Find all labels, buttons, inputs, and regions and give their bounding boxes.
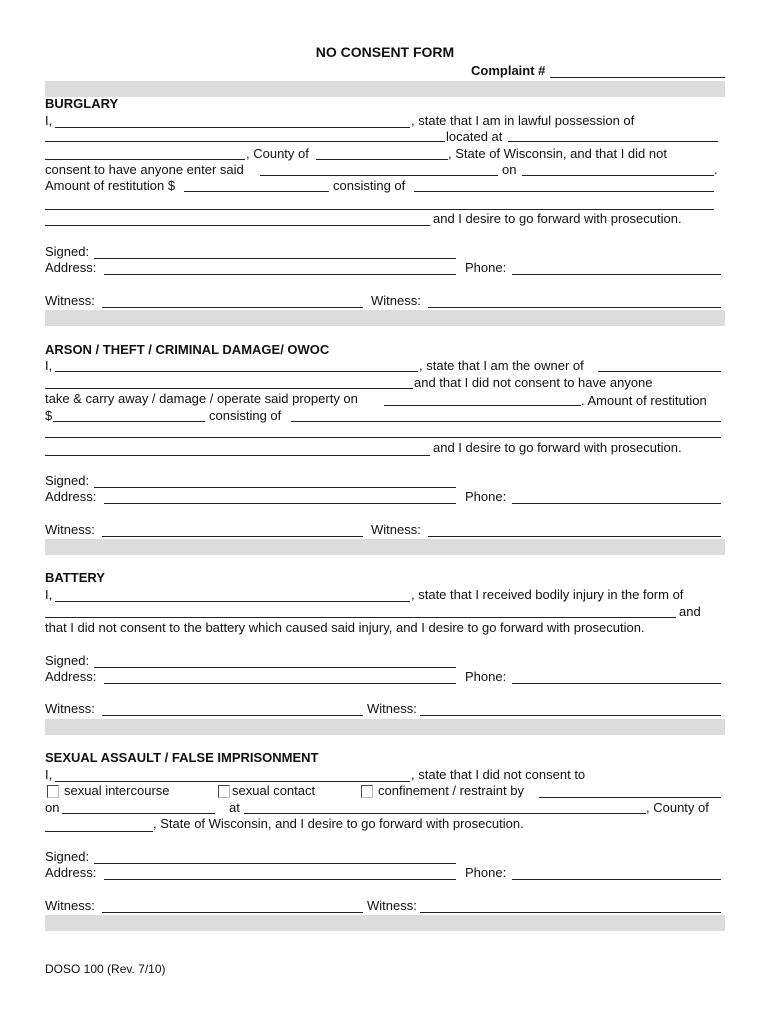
sexual-signed-label: Signed: bbox=[45, 849, 90, 864]
section-divider bbox=[45, 719, 725, 735]
burglary-signed-label: Signed: bbox=[45, 244, 90, 259]
sexual-witness1-field[interactable] bbox=[102, 912, 363, 913]
arson-restitution-field[interactable] bbox=[53, 421, 205, 422]
arson-restitution-label: . Amount of restitution bbox=[581, 393, 707, 408]
arson-address-input[interactable] bbox=[104, 503, 456, 504]
arson-witness2-field[interactable] bbox=[428, 536, 721, 537]
sexual-contact-label: sexual contact bbox=[232, 783, 316, 798]
arson-signature-field[interactable] bbox=[94, 487, 456, 488]
burglary-period: . bbox=[714, 162, 718, 177]
form-title: NO CONSENT FORM bbox=[315, 44, 455, 60]
sexual-address-label: Address: bbox=[45, 865, 97, 880]
section-divider bbox=[45, 539, 725, 555]
arson-heading: ARSON / THEFT / CRIMINAL DAMAGE/ OWOC bbox=[45, 342, 330, 357]
sexual-intercourse-label: sexual intercourse bbox=[64, 783, 170, 798]
sexual-witness2-field[interactable] bbox=[420, 912, 721, 913]
burglary-details-line[interactable] bbox=[45, 209, 714, 210]
burglary-heading: BURGLARY bbox=[45, 96, 119, 111]
arson-i-label: I, bbox=[45, 358, 53, 373]
arson-property-field[interactable] bbox=[598, 371, 721, 372]
burglary-witness1-field[interactable] bbox=[102, 307, 363, 308]
form-revision-footer: DOSO 100 (Rev. 7/10) bbox=[45, 962, 166, 976]
arson-go-forward: and I desire to go forward with prosecution. bbox=[433, 440, 682, 455]
burglary-county-field[interactable] bbox=[316, 159, 448, 160]
arson-witness2-label: Witness: bbox=[371, 522, 421, 537]
burglary-consisting-of: consisting of bbox=[333, 178, 406, 193]
sexual-restraint-by-field[interactable] bbox=[539, 797, 721, 798]
burglary-i-label: I, bbox=[45, 113, 53, 128]
sexual-witness1-label: Witness: bbox=[45, 898, 95, 913]
burglary-signature-field[interactable] bbox=[94, 258, 456, 259]
confinement-label: confinement / restraint by bbox=[378, 783, 524, 798]
sexual-witness2-label: Witness: bbox=[367, 898, 417, 913]
burglary-on-label: on bbox=[502, 162, 517, 177]
burglary-state-possession: , state that I am in lawful possession of bbox=[411, 113, 635, 128]
sexual-contact-checkbox[interactable] bbox=[218, 785, 230, 798]
arson-consisting-of: consisting of bbox=[209, 408, 282, 423]
complaint-label: Complaint # bbox=[471, 63, 546, 78]
burglary-state-wi: , State of Wisconsin, and that I did not bbox=[448, 146, 667, 161]
battery-injury-field[interactable] bbox=[45, 617, 676, 618]
burglary-consent-enter: consent to have anyone enter said bbox=[45, 162, 244, 177]
arson-witness1-label: Witness: bbox=[45, 522, 95, 537]
confinement-checkbox[interactable] bbox=[361, 785, 373, 798]
burglary-details-line-2[interactable] bbox=[45, 225, 430, 226]
battery-witness1-field[interactable] bbox=[102, 715, 363, 716]
complaint-number-field[interactable] bbox=[550, 77, 725, 78]
burglary-property-field[interactable] bbox=[45, 141, 445, 142]
battery-witness1-label: Witness: bbox=[45, 701, 95, 716]
battery-signature-field[interactable] bbox=[94, 667, 456, 668]
sexual-phone-field[interactable] bbox=[512, 879, 721, 880]
arson-phone-label: Phone: bbox=[465, 489, 507, 504]
battery-did-not-consent: that I did not consent to the battery which caused said injury, and I desire to go forward with prosecution. bbox=[45, 620, 645, 635]
burglary-phone-field[interactable] bbox=[512, 274, 721, 275]
burglary-witness2-label: Witness: bbox=[371, 293, 421, 308]
arson-take-carry: take & carry away / damage / operate said property on bbox=[45, 391, 358, 406]
battery-phone-label: Phone: bbox=[465, 669, 507, 684]
burglary-consisting-field[interactable] bbox=[414, 191, 714, 192]
battery-signed-label: Signed: bbox=[45, 653, 90, 668]
burglary-restitution-label: Amount of restitution $ bbox=[45, 178, 176, 193]
sexual-date-field[interactable] bbox=[62, 813, 215, 814]
arson-state-owner: , state that I am the owner of bbox=[419, 358, 584, 373]
section-divider bbox=[45, 310, 725, 326]
battery-name-field[interactable] bbox=[55, 601, 410, 602]
battery-and-label: and bbox=[679, 604, 701, 619]
battery-witness2-field[interactable] bbox=[420, 715, 721, 716]
burglary-witness2-field[interactable] bbox=[428, 307, 721, 308]
sexual-i-label: I, bbox=[45, 767, 53, 782]
battery-witness2-label: Witness: bbox=[367, 701, 417, 716]
sexual-location-field[interactable] bbox=[244, 813, 646, 814]
sexual-at-label: at bbox=[229, 800, 240, 815]
sexual-county-of: , County of bbox=[646, 800, 709, 815]
sexual-signature-field[interactable] bbox=[94, 863, 456, 864]
arson-name-field[interactable] bbox=[55, 371, 418, 372]
arson-witness1-field[interactable] bbox=[102, 536, 363, 537]
arson-date-field[interactable] bbox=[384, 405, 581, 406]
burglary-county-of: , County of bbox=[246, 146, 309, 161]
arson-did-not-consent: and that I did not consent to have anyone bbox=[414, 375, 653, 390]
arson-details-line[interactable] bbox=[45, 437, 721, 438]
burglary-phone-label: Phone: bbox=[465, 260, 507, 275]
battery-state-injury: , state that I received bodily injury in the form of bbox=[411, 587, 684, 602]
arson-consisting-field[interactable] bbox=[291, 421, 721, 422]
battery-address-label: Address: bbox=[45, 669, 97, 684]
sexual-intercourse-checkbox[interactable] bbox=[47, 785, 59, 798]
sexual-heading: SEXUAL ASSAULT / FALSE IMPRISONMENT bbox=[45, 750, 319, 765]
burglary-restitution-field[interactable] bbox=[184, 191, 329, 192]
battery-address-input[interactable] bbox=[104, 683, 456, 684]
burglary-located-at: located at bbox=[446, 129, 503, 144]
arson-property-desc-field[interactable] bbox=[45, 388, 413, 389]
arson-dollar: $ bbox=[45, 408, 53, 423]
burglary-address-field[interactable] bbox=[45, 159, 245, 160]
sexual-address-input[interactable] bbox=[104, 879, 456, 880]
sexual-county-field[interactable] bbox=[45, 831, 153, 832]
section-divider bbox=[45, 81, 725, 97]
sexual-phone-label: Phone: bbox=[465, 865, 507, 880]
section-divider bbox=[45, 915, 725, 931]
arson-signed-label: Signed: bbox=[45, 473, 90, 488]
sexual-name-field[interactable] bbox=[55, 781, 410, 782]
battery-phone-field[interactable] bbox=[512, 683, 721, 684]
arson-details-line-2[interactable] bbox=[45, 455, 430, 456]
burglary-date-field[interactable] bbox=[522, 175, 714, 176]
burglary-address-label: Address: bbox=[45, 260, 97, 275]
sexual-state-wi: , State of Wisconsin, and I desire to go forward with prosecution. bbox=[153, 816, 524, 831]
battery-i-label: I, bbox=[45, 587, 53, 602]
arson-address-label: Address: bbox=[45, 489, 97, 504]
burglary-premises-field[interactable] bbox=[260, 175, 498, 176]
sexual-on-label: on bbox=[45, 800, 60, 815]
burglary-go-forward: and I desire to go forward with prosecution. bbox=[433, 211, 682, 226]
burglary-name-field[interactable] bbox=[55, 127, 410, 128]
arson-phone-field[interactable] bbox=[512, 503, 721, 504]
burglary-address-input[interactable] bbox=[104, 274, 456, 275]
battery-heading: BATTERY bbox=[45, 570, 105, 585]
sexual-state-not-consent: , state that I did not consent to bbox=[411, 767, 586, 782]
burglary-witness1-label: Witness: bbox=[45, 293, 95, 308]
burglary-location-field[interactable] bbox=[508, 141, 718, 142]
